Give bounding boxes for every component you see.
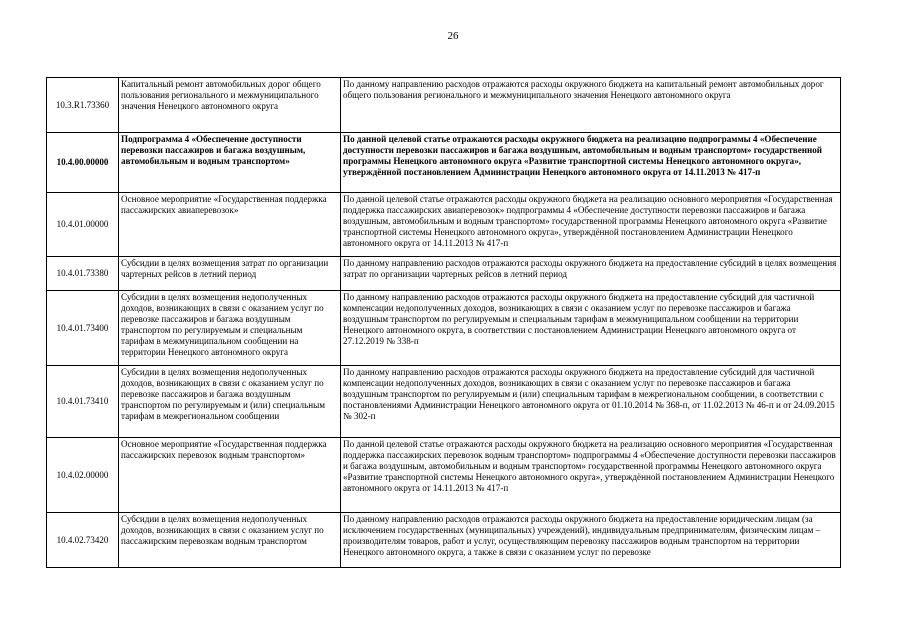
row-name: Субсидии в целях возмещения затрат по организации чартерных рейсов в летний период (119, 257, 341, 291)
row-description: По данному направлению расходов отражаются расходы окружного бюджета на предоставление юридическим лицам (за исключением государственных (муниципальных) учреждений), индивидуальным предпринимателям, физическим лицам – производителям товаров, работ и услуг, осуществляющим перевозку пассажиров водным транспортом на территории Ненецкого автономного округа, а также в связи с оказанием услуг по перевозке (341, 513, 841, 568)
table-row (47, 513, 841, 568)
row-name: Основное мероприятие «Государственная поддержка пассажирских авиаперевозок» (119, 193, 341, 257)
row-name: Субсидии в целях возмещения недополученных доходов, возникающих в связи с оказанием услуг по пассажирским перевозкам водным транспортом (119, 513, 341, 568)
page-number: 26 (447, 30, 459, 42)
row-name: Основное мероприятие «Государственная поддержка пассажирских перевозок водным транспортом» (119, 438, 341, 513)
row-code: 10.4.01.73380 (47, 257, 119, 291)
table-row (47, 133, 841, 193)
row-description: По данному направлению расходов отражаются расходы окружного бюджета на капитальный ремонт автомобильных дорог общего пользования регионального и межмуниципального значения Ненецкого автономного округа (341, 78, 841, 133)
table-row (47, 366, 841, 438)
row-name: Субсидии в целях возмещения недополученных доходов, возникающих в связи с оказанием услуг по перевозке пассажиров и багажа воздушным транспортом по регулируемым и специальным тарифам в межмуниципальном сообщении на территории Ненецкого автономного округа (119, 291, 341, 366)
row-code: 10.4.01.73410 (47, 366, 119, 438)
row-description: По данному направлению расходов отражаются расходы окружного бюджета на предоставление субсидий для частичной компенсации недополученных доходов, возникающих в связи с оказанием услуг по перевозке пассажиров и багажа воздушным транспортом по регулируемым и (или) специальным тарифам в межрегиональном сообщении, в соответствии с постановлениями Администрации Ненецкого автономного округа от 01.10.2014 № 368-п, от 11.02.2013 № 46-п и от 24.09.2015 № 302-п (341, 366, 841, 438)
row-description: По данной целевой статье отражаются расходы окружного бюджета на реализацию подпрограммы 4 «Обеспечение доступности перевозки пассажиров и багажа воздушным, автомобильным и водным транспортом» государственной программы Ненецкого автономного округа «Развитие транспортной системы Ненецкого автономного округа», утверждённой постановлением Администрации Ненецкого автономного округа от 14.11.2013 № 417-п (341, 133, 841, 193)
row-code: 10.4.01.00000 (47, 193, 119, 257)
table-row (47, 78, 841, 133)
table-row (47, 291, 841, 366)
row-code: 10.4.02.00000 (47, 438, 119, 513)
table-row (47, 193, 841, 257)
row-name: Субсидии в целях возмещения недополученных доходов, возникающих в связи с оказанием услуг по перевозке пассажиров и багажа воздушным транспортом по регулируемым и (или) специальным тарифам в межрегиональном сообщении (119, 366, 341, 438)
row-name: Капитальный ремонт автомобильных дорог общего пользования регионального и межмуниципального значения Ненецкого автономного округа (119, 78, 341, 133)
row-code: 10.4.01.73400 (47, 291, 119, 366)
row-code: 10.4.02.73420 (47, 513, 119, 568)
row-code: 10.4.00.00000 (47, 133, 119, 193)
row-description: По данной целевой статье отражаются расходы окружного бюджета на реализацию основного мероприятия «Государственная поддержка пассажирских перевозок водным транспортом» подпрограммы 4 «Обеспечение доступности перевозки пассажиров и багажа воздушным, автомобильным и водным транспортом» государственной программы Ненецкого автономного округа «Развитие транспортной системы Ненецкого автономного округа», утверждённой постановлением Администрации Ненецкого автономного округа от 14.11.2013 № 417-п (341, 438, 841, 513)
row-name: Подпрограмма 4 «Обеспечение доступности перевозки пассажиров и багажа воздушным, автомобильным и водным транспортом» (119, 133, 341, 193)
row-description: По данному направлению расходов отражаются расходы окружного бюджета на предоставление субсидий в целях возмещения затрат по организации чартерных рейсов в летний период (341, 257, 841, 291)
budget-classification-table (46, 77, 841, 568)
row-code: 10.3.R1.73360 (47, 78, 119, 133)
row-description: По данному направлению расходов отражаются расходы окружного бюджета на предоставление субсидий для частичной компенсации недополученных доходов, возникающих в связи с оказанием услуг по перевозке пассажиров и багажа воздушным транспортом по регулируемым и специальным тарифам в межмуниципальном сообщении на территории Ненецкого автономного округа, в соответствии с постановлением Администрации Ненецкого автономного округа от 27.12.2019 № 338-п (341, 291, 841, 366)
table-row (47, 257, 841, 291)
table-row (47, 438, 841, 513)
row-description: По данной целевой статье отражаются расходы окружного бюджета на реализацию основного мероприятия «Государственная поддержка пассажирских авиаперевозок» подпрограммы 4 «Обеспечение доступности перевозки пассажиров и багажа воздушным, автомобильным и водным транспортом» государственной программы Ненецкого автономного округа «Развитие транспортной системы Ненецкого автономного округа», утверждённой постановлением Администрации Ненецкого автономного округа от 14.11.2013 № 417-п (341, 193, 841, 257)
